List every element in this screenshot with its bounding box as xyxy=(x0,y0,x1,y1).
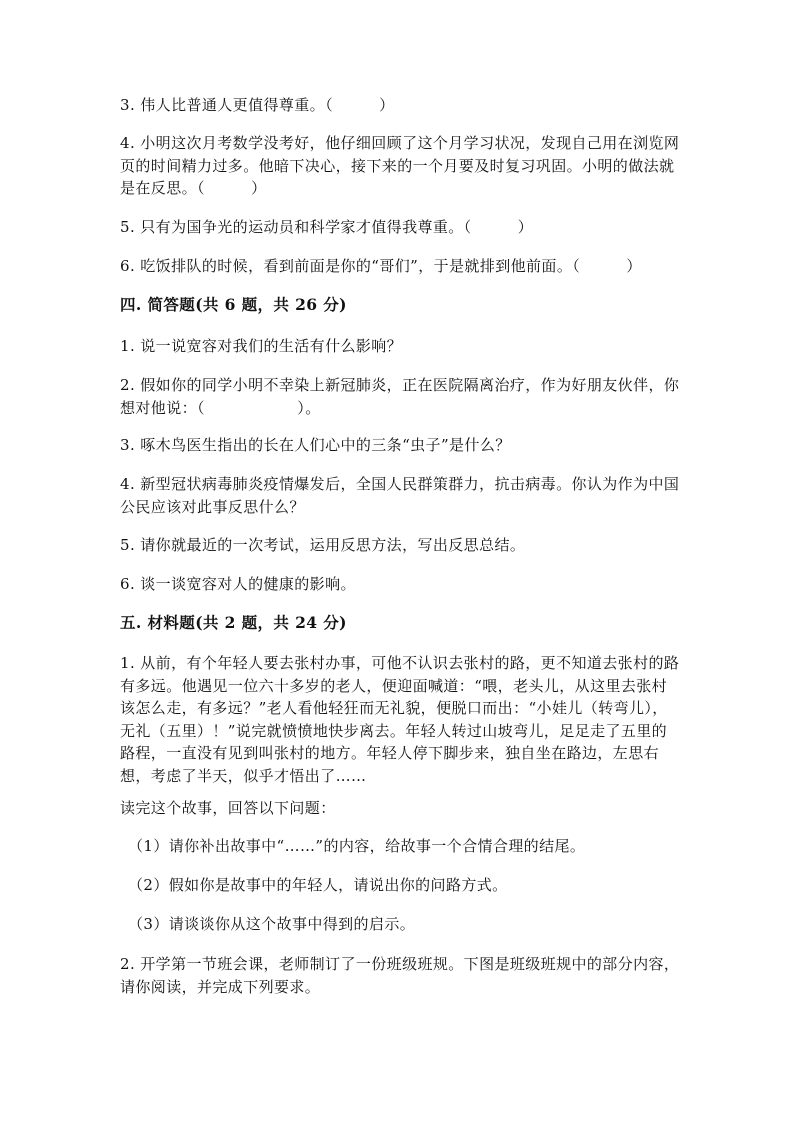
short-answer-item-4: 4. 新型冠状病毒肺炎疫情爆发后，全国人民群策群力，抗击病毒。你认为作为中国公民应该对此事反思什么？ xyxy=(120,475,680,516)
material-item-2: 2. 开学第一节班会课，老师制订了一份班级班规。下图是班级班规中的部分内容，请你阅读，并完成下列要求。 xyxy=(120,955,680,996)
short-answer-item-1: 1. 说一说宽容对我们的生活有什么影响？ xyxy=(120,337,403,355)
material-question-2: （2）假如你是故事中的年轻人，请说出你的问路方式。 xyxy=(128,876,508,894)
judgment-item-3: 3. 伟人比普通人更值得尊重。（ ） xyxy=(120,96,395,114)
material-question-1: （1）请你补出故事中“……”的内容，给故事一个合情合理的结尾。 xyxy=(128,837,586,855)
judgment-item-6: 6. 吃饭排队的时候，看到前面是你的“哥们”，于是就排到他前面。（ ） xyxy=(120,257,642,275)
section-4-title: 四. 简答题(共 6 题，共 26 分) xyxy=(120,295,347,314)
material-story: 1. 从前，有个年轻人要去张村办事，可他不认识去张村的路，更不知道去张村的路有多远。他遇见一位六十多岁的老人，便迎面喊道：“喂，老头儿，从这里去张村该怎么走，有多远？”老人看他轻狂而无礼貌，便脱口而出：“小娃儿（转弯儿），无礼（五里）！”说完就愤愤地快步离去。年轻人转过山坡弯儿，足足走了五里的路程，一直没有见到叫张村的地方。年轻人停下脚步来，独自坐在路边，左思右想，考虑了半天，似乎才悟出了…… xyxy=(120,654,680,785)
material-prompt: 读完这个故事，回答以下问题： xyxy=(120,799,336,817)
short-answer-item-2: 2. 假如你的同学小明不幸染上新冠肺炎，正在医院隔离治疗，作为好朋友伙伴，你想对他说：（ ）。 xyxy=(120,376,680,417)
judgment-item-4: 4. 小明这次月考数学没考好，他仔细回顾了这个月学习状况，发现自己用在浏览网页的时间精力过多。他暗下决心，接下来的一个月要及时复习巩固。小明的做法就是在反思。（ ） xyxy=(120,134,680,197)
short-answer-item-6: 6. 谈一谈宽容对人的健康的影响。 xyxy=(120,575,356,593)
material-question-3: （3）请谈谈你从这个故事中得到的启示。 xyxy=(128,915,416,933)
short-answer-item-3: 3. 啄木鸟医生指出的长在人们心中的三条“虫子”是什么？ xyxy=(120,436,511,454)
section-5-title: 五. 材料题(共 2 题，共 24 分) xyxy=(120,613,347,632)
judgment-item-5: 5. 只有为国争光的运动员和科学家才值得我尊重。（ ） xyxy=(120,218,534,236)
short-answer-item-5: 5. 请你就最近的一次考试，运用反思方法，写出反思总结。 xyxy=(120,536,526,554)
